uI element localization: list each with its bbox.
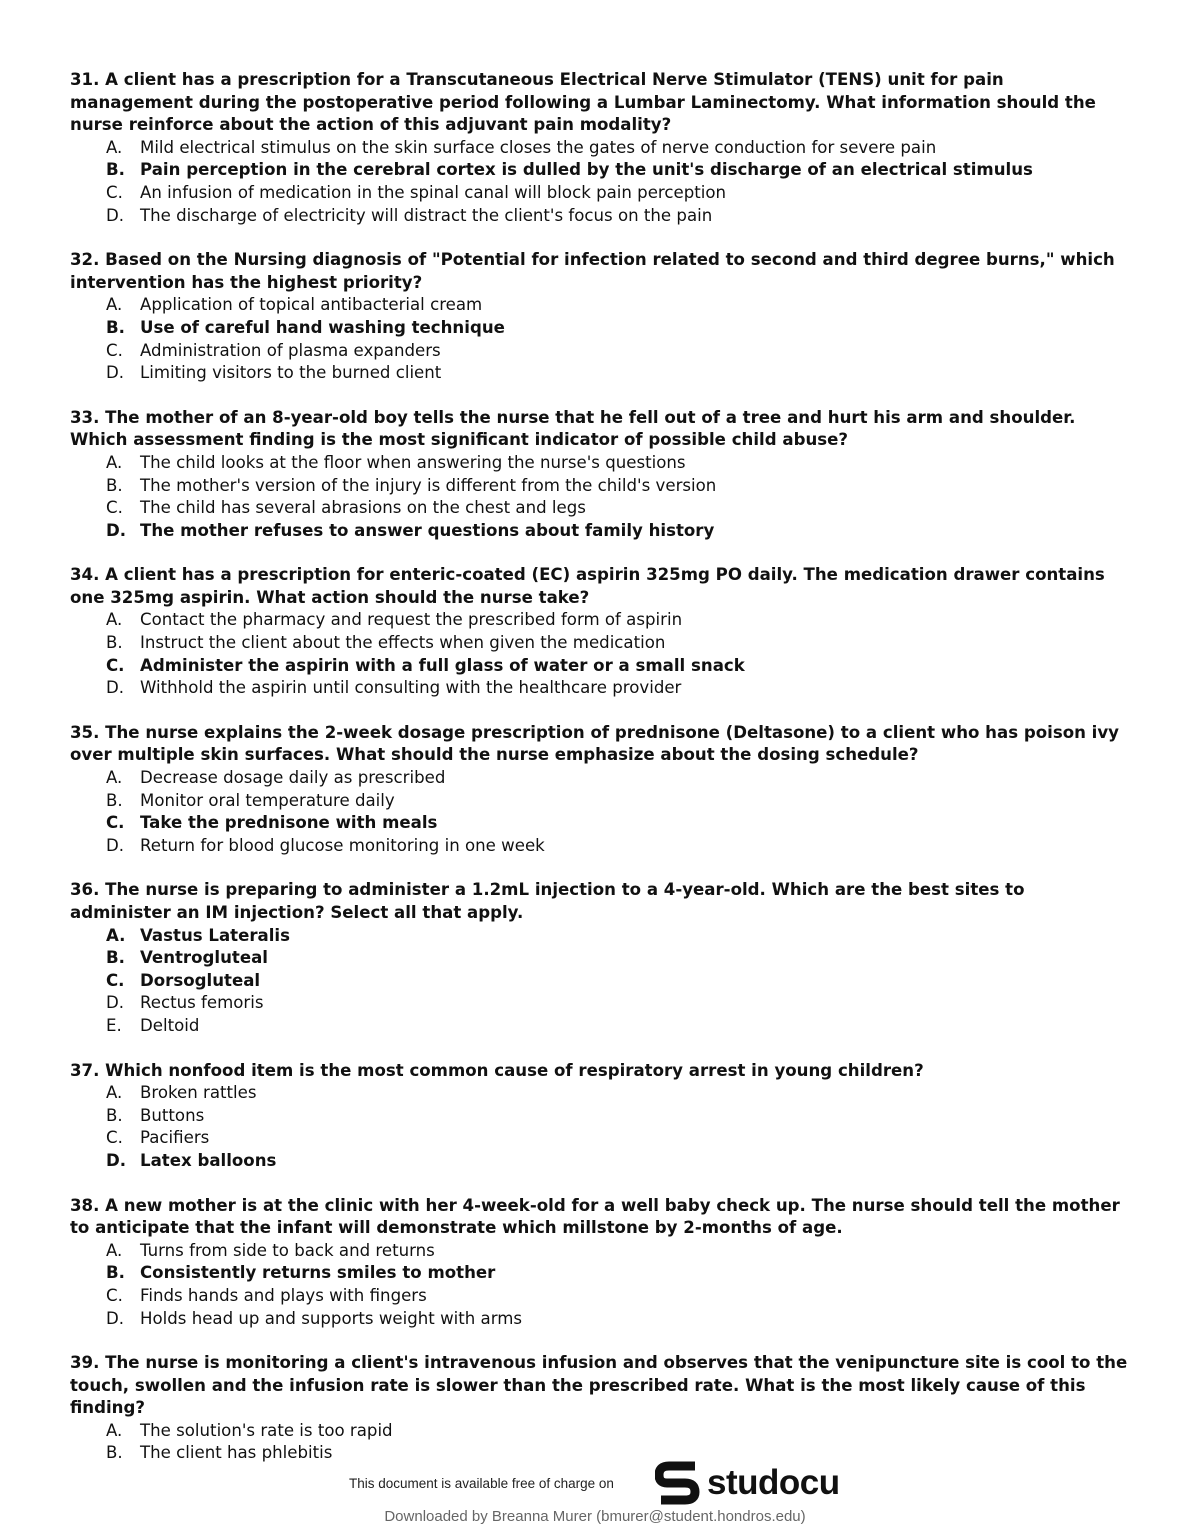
option-text: Monitor oral temperature daily xyxy=(140,790,395,810)
answer-option xyxy=(70,182,1130,205)
answer-option xyxy=(70,340,1130,363)
question-text: 38. A new mother is at the clinic with her 4-week-old for a well baby check up. The nurse should tell the mother to anticipate that the infant will demonstrate which millstone by 2-months of age. xyxy=(70,1195,1120,1238)
option-letter: A. xyxy=(106,137,123,157)
question-text: 37. Which nonfood item is the most common cause of respiratory arrest in young children? xyxy=(70,1060,924,1080)
question-text: 32. Based on the Nursing diagnosis of "Potential for infection related to second and third degree burns," which intervention has the highest priority? xyxy=(70,250,1115,292)
option-text: The discharge of electricity will distract the client's focus on the pain xyxy=(140,205,713,225)
answer-option xyxy=(70,1420,1130,1443)
question-text: 36. The nurse is preparing to administer a 1.2mL injection to a 4-year-old. Which are the best sites to administer an IM injection? Select all that apply. xyxy=(70,880,1025,922)
option-letter: C. xyxy=(106,813,125,833)
option-letter: A. xyxy=(106,1240,123,1260)
question-block xyxy=(70,407,1130,543)
option-text: An infusion of medication in the spinal canal will block pain perception xyxy=(140,182,727,202)
downloaded-by-notice: Downloaded by Breanna Murer (bmurer@student.hondros.edu) xyxy=(384,1508,806,1525)
option-text: Take the prednisone with meals xyxy=(140,813,438,833)
answer-option xyxy=(70,835,1130,858)
option-letter: B. xyxy=(106,475,123,495)
option-text: Consistently returns smiles to mother xyxy=(140,1263,496,1283)
answer-option xyxy=(70,767,1130,790)
answer-option xyxy=(70,497,1130,520)
option-letter: D. xyxy=(106,520,127,540)
availability-text: This document is available free of charge on xyxy=(349,1476,614,1491)
answer-options xyxy=(70,452,1130,542)
option-letter: C. xyxy=(106,182,123,202)
option-letter: C. xyxy=(106,340,123,360)
answer-option-correct xyxy=(70,947,1130,970)
studocu-logo-icon xyxy=(655,1460,701,1506)
studocu-logo[interactable] xyxy=(655,1460,840,1506)
answer-option-correct xyxy=(70,925,1130,948)
question-list xyxy=(70,69,1130,1487)
option-text: Dorsogluteal xyxy=(140,970,261,990)
option-letter: D. xyxy=(106,835,125,855)
answer-option-correct xyxy=(70,970,1130,993)
option-text: Ventrogluteal xyxy=(140,948,268,968)
answer-option xyxy=(70,609,1130,632)
option-text: Withhold the aspirin until consulting with the healthcare provider xyxy=(140,678,682,698)
question-block xyxy=(70,879,1130,1037)
option-text: Pacifiers xyxy=(140,1128,210,1148)
option-letter: B. xyxy=(106,1443,123,1463)
answer-option xyxy=(70,362,1130,385)
option-text: The solution's rate is too rapid xyxy=(140,1420,393,1440)
option-letter: A. xyxy=(106,1083,123,1103)
option-letter: D. xyxy=(106,678,125,698)
option-text: Buttons xyxy=(140,1105,205,1125)
option-text: Deltoid xyxy=(140,1015,200,1035)
option-letter: C. xyxy=(106,498,123,518)
answer-options xyxy=(70,1420,1130,1465)
question-text: 31. A client has a prescription for a Transcutaneous Electrical Nerve Stimulator (TENS) unit for pain management during the postoperative period following a Lumbar Laminectomy. What information should the nurse reinforce about the action of this adjuvant pain modality? xyxy=(70,70,1096,135)
option-text: Application of topical antibacterial cream xyxy=(140,295,483,315)
option-letter: B. xyxy=(106,1263,125,1283)
option-text: The mother's version of the injury is different from the child's version xyxy=(140,475,717,495)
answer-option xyxy=(70,1015,1130,1038)
option-letter: C. xyxy=(106,655,125,675)
answer-option-correct xyxy=(70,812,1130,835)
option-letter: D. xyxy=(106,993,125,1013)
question-text: 39. The nurse is monitoring a client's intravenous infusion and observes that the venipuncture site is cool to the touch, swollen and the infusion rate is slower than the prescribed rate. What is the most likely cause of this finding? xyxy=(70,1353,1128,1418)
option-text: Administration of plasma expanders xyxy=(140,340,441,360)
option-letter: C. xyxy=(106,970,125,990)
option-letter: A. xyxy=(106,925,126,945)
option-text: Broken rattles xyxy=(140,1083,257,1103)
option-letter: D. xyxy=(106,1150,127,1170)
answer-option xyxy=(70,1285,1130,1308)
option-letter: B. xyxy=(106,317,125,337)
answer-options xyxy=(70,609,1130,699)
answer-option xyxy=(70,137,1130,160)
answer-option xyxy=(70,1105,1130,1128)
option-text: Pain perception in the cerebral cortex is dulled by the unit's discharge of an electrical stimulus xyxy=(140,160,1033,180)
option-letter: A. xyxy=(106,295,123,315)
option-letter: B. xyxy=(106,1105,123,1125)
option-letter: D. xyxy=(106,1308,125,1328)
option-letter: D. xyxy=(106,363,125,383)
option-letter: A. xyxy=(106,768,123,788)
answer-option xyxy=(70,294,1130,317)
option-letter: A. xyxy=(106,610,123,630)
option-letter: D. xyxy=(106,205,125,225)
answer-option-correct xyxy=(70,159,1130,182)
option-text: Return for blood glucose monitoring in one week xyxy=(140,835,545,855)
answer-option xyxy=(70,677,1130,700)
question-block xyxy=(70,69,1130,227)
option-text: The client has phlebitis xyxy=(140,1443,333,1463)
question-block xyxy=(70,564,1130,700)
option-text: Administer the aspirin with a full glass of water or a small snack xyxy=(140,655,745,675)
question-text: 35. The nurse explains the 2-week dosage prescription of prednisone (Deltasone) to a client who has poison ivy over multiple skin surfaces. What should the nurse emphasize about the dosing schedule? xyxy=(70,722,1120,765)
option-letter: A. xyxy=(106,1420,123,1440)
option-text: Turns from side to back and returns xyxy=(140,1240,435,1260)
question-block xyxy=(70,1195,1130,1331)
answer-option xyxy=(70,1082,1130,1105)
option-letter: E. xyxy=(106,1015,122,1035)
answer-option xyxy=(70,1127,1130,1150)
option-text: Decrease dosage daily as prescribed xyxy=(140,768,446,788)
option-letter: A. xyxy=(106,452,123,472)
option-text: Limiting visitors to the burned client xyxy=(140,363,442,383)
answer-option xyxy=(70,992,1130,1015)
option-letter: C. xyxy=(106,1285,123,1305)
option-text: Vastus Lateralis xyxy=(140,925,290,945)
question-block xyxy=(70,1352,1130,1465)
question-text: 33. The mother of an 8-year-old boy tells the nurse that he fell out of a tree and hurt his arm and shoulder. Which assessment finding is the most significant indicator of possible child abuse? xyxy=(70,407,1076,450)
footer-notice xyxy=(0,1460,1190,1510)
answer-option-correct xyxy=(70,317,1130,340)
question-block xyxy=(70,722,1130,858)
answer-option-correct xyxy=(70,1262,1130,1285)
answer-option xyxy=(70,475,1130,498)
answer-options xyxy=(70,137,1130,227)
studocu-logo-text: studocu xyxy=(707,1463,840,1502)
question-block xyxy=(70,249,1130,385)
option-text: The child looks at the floor when answering the nurse's questions xyxy=(140,452,686,472)
option-text: Instruct the client about the effects when given the medication xyxy=(140,633,666,653)
option-text: Rectus femoris xyxy=(140,993,264,1013)
answer-option-correct xyxy=(70,520,1130,543)
answer-options xyxy=(70,767,1130,857)
answer-option xyxy=(70,1240,1130,1263)
option-text: Contact the pharmacy and request the prescribed form of aspirin xyxy=(140,610,683,630)
answer-option-correct xyxy=(70,655,1130,678)
question-text: 34. A client has a prescription for enteric-coated (EC) aspirin 325mg PO daily. The medication drawer contains one 325mg aspirin. What action should the nurse take? xyxy=(70,565,1105,607)
option-text: Mild electrical stimulus on the skin surface closes the gates of nerve conduction for severe pain xyxy=(140,137,937,157)
answer-option xyxy=(70,205,1130,228)
answer-option-correct xyxy=(70,1150,1130,1173)
option-text: The child has several abrasions on the chest and legs xyxy=(140,498,586,518)
option-letter: B. xyxy=(106,633,123,653)
option-text: Finds hands and plays with fingers xyxy=(140,1285,427,1305)
option-text: Holds head up and supports weight with arms xyxy=(140,1308,523,1328)
option-letter: B. xyxy=(106,790,123,810)
option-letter: B. xyxy=(106,160,125,180)
option-text: The mother refuses to answer questions about family history xyxy=(140,520,715,540)
answer-options xyxy=(70,925,1130,1038)
answer-option xyxy=(70,1308,1130,1331)
option-text: Latex balloons xyxy=(140,1150,277,1170)
question-block xyxy=(70,1060,1130,1173)
answer-option xyxy=(70,790,1130,813)
answer-options xyxy=(70,1240,1130,1330)
answer-option xyxy=(70,452,1130,475)
answer-options xyxy=(70,1082,1130,1172)
option-letter: C. xyxy=(106,1128,123,1148)
option-text: Use of careful hand washing technique xyxy=(140,317,505,337)
answer-options xyxy=(70,294,1130,384)
answer-option xyxy=(70,632,1130,655)
option-letter: B. xyxy=(106,948,125,968)
